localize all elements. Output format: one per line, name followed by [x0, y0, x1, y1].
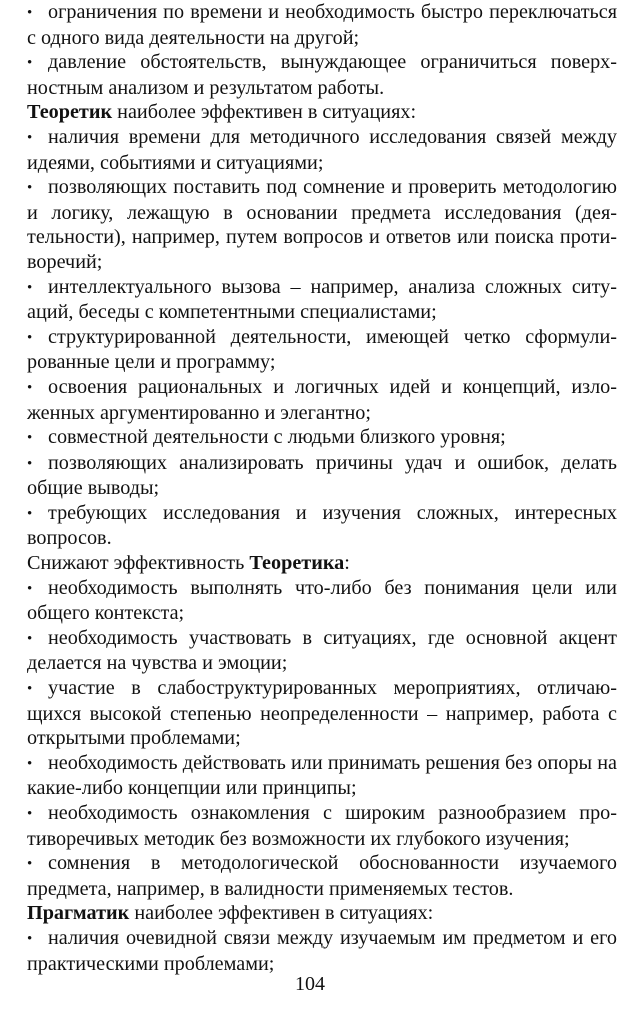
bullet-icon: • — [27, 856, 33, 873]
bullet-item: • позволяющих поставить под сомнение и проверить методологию и логику, лежащую в основании предмета исследования (деятельности), например, путем вопросов и ответов или поиска противоречий; — [27, 176, 617, 273]
bullet-icon: • — [27, 180, 33, 197]
bullet-icon: • — [27, 329, 33, 346]
bullet-item: • необходимость ознакомления с широким разнообразием противоречивых методик без возможности их глубокого изучения; — [27, 802, 617, 850]
bullet-icon: • — [27, 580, 33, 597]
bullet-item: • позволяющих анализировать причины удач и ошибок, делать общие выводы; — [27, 451, 617, 500]
bullet-icon: • — [27, 430, 33, 447]
page-body-text — [27, 0, 617, 976]
bullet-item: • сомнения в методологической обоснованности изучаемого предмета, например, в валидности применяемых тестов. — [27, 852, 617, 900]
section-lead-pragmatist: Прагматик наиболее эффективен в ситуациях: — [27, 902, 434, 925]
section-lead-theorist-limits: Снижают эффективность Теоретика: — [27, 552, 350, 575]
bullet-item: • давление обстоятельств, вынуждающее ограничиться поверхностным анализом и результатом работы. — [27, 51, 617, 99]
bullet-icon: • — [27, 279, 33, 296]
bullet-icon: • — [27, 505, 33, 522]
bullet-item: • интеллектуального вызова – например, анализа сложных ситуаций, беседы с компетентными специалистами; — [27, 275, 617, 324]
bullet-icon: • — [27, 379, 33, 396]
bullet-item: • необходимость участвовать в ситуациях, где основной акцент делается на чувства и эмоции; — [27, 626, 617, 675]
bullet-icon: • — [27, 755, 33, 772]
bullet-item: • необходимость выполнять что-либо без понимания цели или общего контекста; — [27, 576, 617, 625]
bullet-icon: • — [27, 5, 33, 21]
bullet-icon: • — [27, 806, 33, 822]
bullet-item: • участие в слабоструктурированных мероприятиях, отличающихся высокой степенью неопределенности – например, работа с открытыми проблемами; — [27, 677, 617, 750]
bullet-item: • наличия очевидной связи между изучаемым им предметом и его практическими проблемами; — [27, 926, 617, 975]
bullet-icon: • — [27, 55, 33, 72]
bullet-item: • совместной деятельности с людьми близкого уровня; — [27, 425, 617, 451]
bullet-item: • ограничения по времени и необходимость быстро переключаться с одного вида деятельности на другой; — [27, 1, 617, 49]
bullet-icon: • — [27, 129, 33, 146]
bullet-item: • освоения рациональных и логичных идей и концепций, изложенных аргументированно и элегантно; — [27, 375, 617, 424]
bullet-item: • необходимость действовать или принимать решения без опоры на какие-либо концепции или принципы; — [27, 751, 617, 800]
bullet-item: • структурированной деятельности, имеющей четко сформулированные цели и программу; — [27, 325, 617, 374]
section-lead-theorist: Теоретик наиболее эффективен в ситуациях: — [27, 101, 417, 124]
bullet-icon: • — [27, 930, 33, 947]
page-number: 104 — [295, 973, 325, 995]
bullet-icon: • — [27, 681, 33, 698]
bullet-item: • требующих исследования и изучения сложных, интересных вопросов. — [27, 501, 617, 550]
bullet-icon: • — [27, 455, 33, 472]
bullet-icon: • — [27, 630, 33, 647]
bullet-item: • наличия времени для методичного исследования связей между идеями, событиями и ситуациями; — [27, 125, 617, 174]
